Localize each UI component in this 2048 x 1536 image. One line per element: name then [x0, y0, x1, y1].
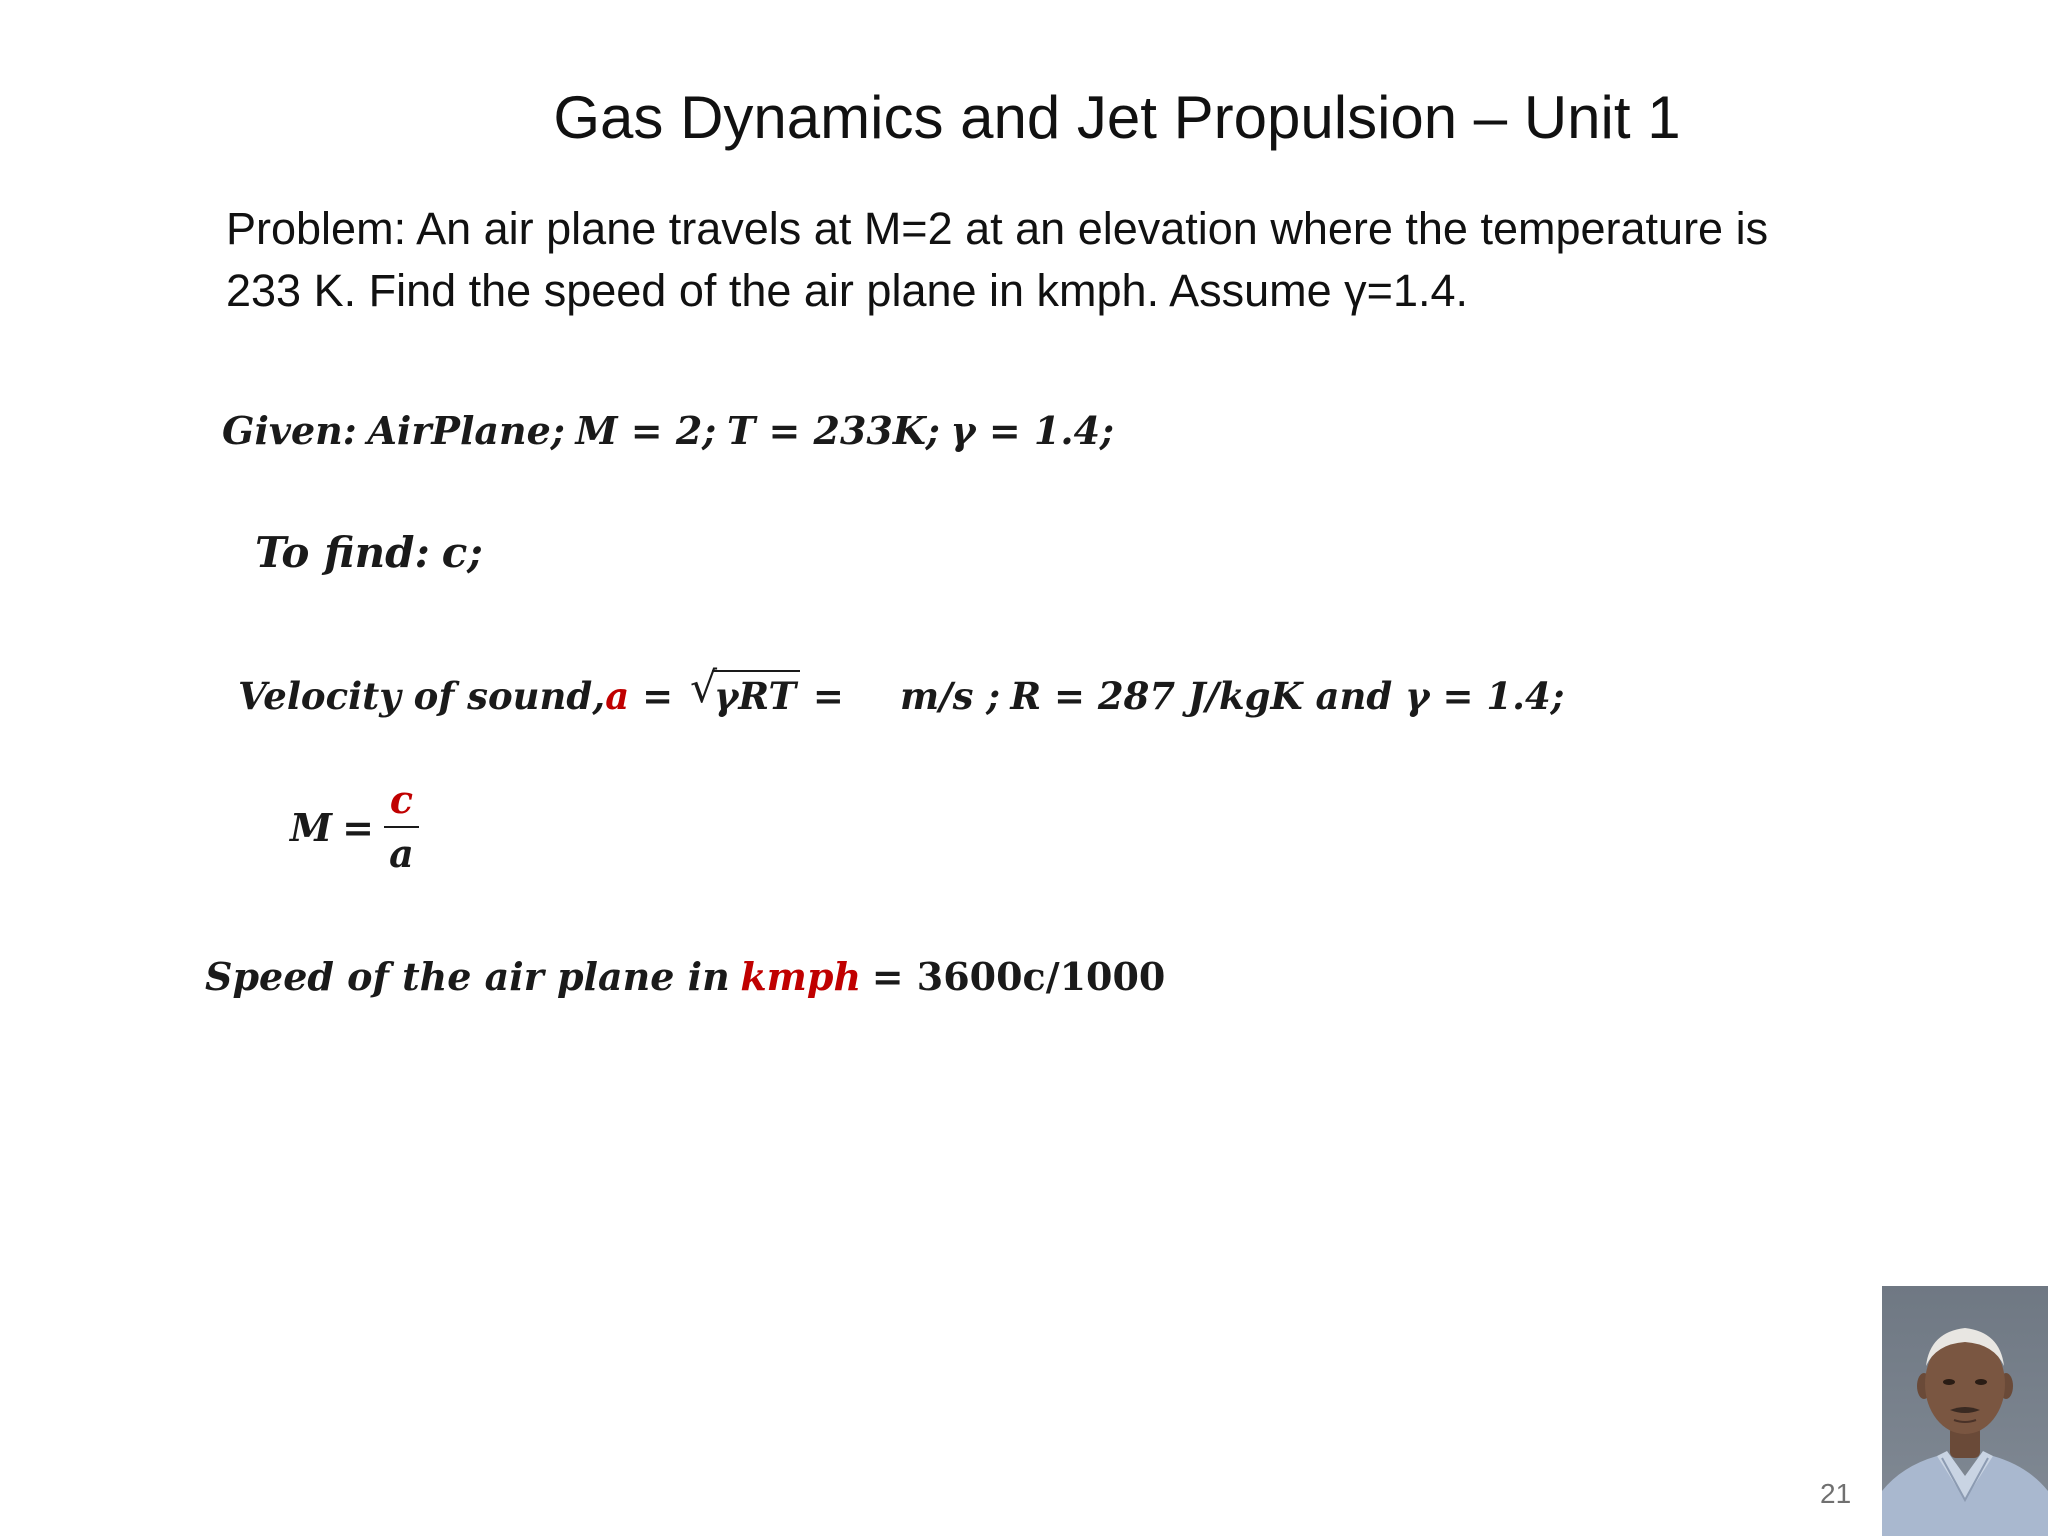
speed-label: Speed of the air plane in [205, 954, 730, 999]
given-subject: AirPlane; [367, 408, 565, 453]
velocity-label: Velocity of sound, [238, 674, 606, 718]
velocity-unit: m/s ; [899, 674, 1000, 718]
mach-equals: = [342, 804, 374, 850]
fraction-numerator: c [384, 778, 419, 828]
page-number: 21 [1820, 1478, 1852, 1509]
velocity-symbol: a [605, 674, 630, 718]
speed-unit: kmph [740, 954, 862, 999]
problem-statement [226, 198, 1926, 322]
given-equation [222, 408, 1114, 453]
sqrt-radicand: γRT [712, 670, 800, 718]
presenter-webcam [1882, 1286, 2048, 1536]
to-find-equation [255, 528, 483, 577]
sqrt-expression [689, 664, 800, 718]
velocity-equals-1: = [642, 674, 674, 718]
given-temperature: T = 233K; [726, 408, 940, 453]
given-label: Given: [222, 408, 357, 453]
speed-formula: = 3600c/1000 [871, 954, 1166, 999]
mach-formula [290, 778, 419, 876]
speed-equation [205, 954, 1165, 999]
mach-fraction [384, 778, 419, 876]
sqrt-icon: √ [689, 664, 718, 713]
problem-line-2: 233 K. Find the speed of the air plane in kmph. Assume γ=1.4. [226, 265, 1469, 316]
mach-lhs: M [290, 804, 333, 850]
given-gamma: γ = 1.4; [950, 408, 1115, 453]
to-find-value: c; [441, 528, 483, 577]
problem-line-1: Problem: An air plane travels at M=2 at an elevation where the temperature is [226, 203, 1769, 254]
to-find-label: To find: [255, 528, 431, 577]
velocity-of-sound-equation [238, 664, 1565, 718]
slide-title: Gas Dynamics and Jet Propulsion – Unit 1 [553, 84, 1681, 151]
presenter-avatar-icon [1882, 1286, 2048, 1536]
velocity-constants: R = 287 J/kgK and γ = 1.4; [1010, 674, 1565, 718]
fraction-denominator: a [389, 831, 414, 876]
velocity-equals-2: = [812, 674, 844, 718]
given-mach: M = 2; [575, 408, 717, 453]
